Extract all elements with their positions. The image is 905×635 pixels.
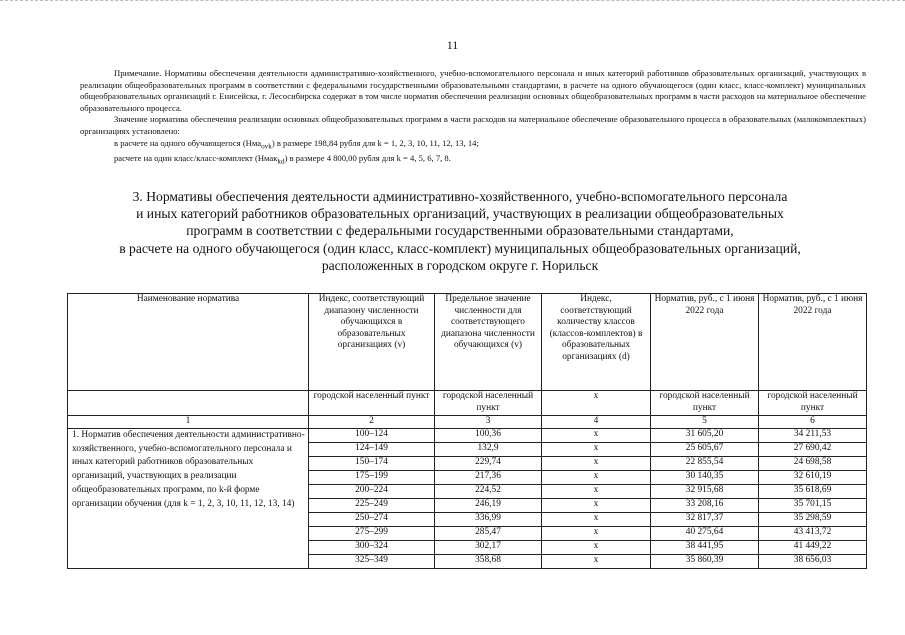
note-line-2-sub: kd bbox=[277, 157, 285, 166]
heading-line-1: 3. Нормативы обеспечения деятельности административно-хозяйственного, учебно-вспомогательного персонала bbox=[132, 189, 788, 204]
subheader-cell: городской населенный пункт bbox=[309, 391, 435, 416]
norm-value-cell: 31 605,20 bbox=[651, 428, 759, 442]
header-cell: Норматив, руб., с 1 июня 2022 года bbox=[759, 294, 867, 391]
norm-value-cell: 41 449,22 bbox=[759, 540, 867, 554]
range-cell: 275–299 bbox=[309, 526, 435, 540]
table-header-row bbox=[68, 294, 867, 391]
norm-value-cell: 34 211,53 bbox=[759, 428, 867, 442]
column-number: 1 bbox=[68, 416, 309, 429]
range-cell: 250–274 bbox=[309, 512, 435, 526]
limit-cell: 358,68 bbox=[435, 554, 542, 568]
header-cell: Индекс, соответствующий количеству классов (классов-комплектов) в образовательных организациях (d) bbox=[542, 294, 651, 391]
note-line-1 bbox=[80, 138, 866, 153]
column-number: 2 bbox=[309, 416, 435, 429]
norm-value-cell: 43 413,72 bbox=[759, 526, 867, 540]
class-index-cell: x bbox=[542, 428, 651, 442]
limit-cell: 217,36 bbox=[435, 470, 542, 484]
subheader-cell: городской населенный пункт bbox=[759, 391, 867, 416]
norm-value-cell: 38 441,95 bbox=[651, 540, 759, 554]
subheader-empty-cell bbox=[68, 391, 309, 416]
class-index-cell: x bbox=[542, 540, 651, 554]
column-number: 4 bbox=[542, 416, 651, 429]
note-line-2 bbox=[80, 153, 866, 168]
limit-cell: 100,36 bbox=[435, 428, 542, 442]
range-cell: 200–224 bbox=[309, 484, 435, 498]
limit-cell: 302,17 bbox=[435, 540, 542, 554]
header-cell: Наименование норматива bbox=[68, 294, 309, 391]
class-index-cell: x bbox=[542, 526, 651, 540]
norm-value-cell: 38 656,03 bbox=[759, 554, 867, 568]
norm-value-cell: 35 860,39 bbox=[651, 554, 759, 568]
section-heading bbox=[60, 188, 860, 274]
column-number: 5 bbox=[651, 416, 759, 429]
norm-value-cell: 35 701,15 bbox=[759, 498, 867, 512]
range-cell: 225–249 bbox=[309, 498, 435, 512]
column-number: 3 bbox=[435, 416, 542, 429]
norm-value-cell: 32 610,19 bbox=[759, 470, 867, 484]
class-index-cell: x bbox=[542, 484, 651, 498]
limit-cell: 229,74 bbox=[435, 456, 542, 470]
norm-value-cell: 35 298,59 bbox=[759, 512, 867, 526]
range-cell: 150–174 bbox=[309, 456, 435, 470]
limit-cell: 224,52 bbox=[435, 484, 542, 498]
limit-cell: 336,99 bbox=[435, 512, 542, 526]
note-line-2-suffix: ) в размере 4 800,00 рубля для k = 4, 5, 6, 7, 8. bbox=[284, 152, 451, 163]
class-index-cell: x bbox=[542, 456, 651, 470]
page-number: 11 bbox=[446, 38, 459, 52]
limit-cell: 246,19 bbox=[435, 498, 542, 512]
header-cell: Предельное значение численности для соответствующего диапазона численности обучающихся (v) bbox=[435, 294, 542, 391]
range-cell: 175–199 bbox=[309, 470, 435, 484]
class-index-cell: x bbox=[542, 498, 651, 512]
subheader-cell: городской населенный пункт bbox=[435, 391, 542, 416]
subheader-cell: городской населенный пункт bbox=[651, 391, 759, 416]
range-cell: 300–324 bbox=[309, 540, 435, 554]
class-index-cell: x bbox=[542, 470, 651, 484]
note-paragraph-1: Примечание. Нормативы обеспечения деятельности административно-хозяйственного, учебно-вспомогательного персонала и иных категорий работников образовательных организаций, участвующих в реализации общеобразовательных программ в соответствии с федеральными государственными образовательными стандартами, в расчете на одного обучающегося (один класс, класс-комплект) муниципальных общеобразовательных организаций г. Енисейска, г. Лесосибирска содержат в том числе норматив обеспечения реализации основных общеобразовательных программ в части расходов на материальное обеспечение образовательного процесса. bbox=[80, 68, 866, 113]
norm-value-cell: 22 855,54 bbox=[651, 456, 759, 470]
heading-line-3: программ в соответствии с федеральными государственными образовательными стандартами, bbox=[186, 223, 734, 239]
note-line-1-prefix: в расчете на одного обучающегося (Нма bbox=[114, 137, 262, 148]
heading-line-2: и иных категорий работников образовательных организаций, участвующих в реализации общеобразовательных bbox=[136, 206, 784, 222]
class-index-cell: x bbox=[542, 512, 651, 526]
column-number-row bbox=[68, 416, 867, 429]
note-line-1-suffix: ) в размере 198,84 рубля для k = 1, 2, 3, 10, 11, 12, 13, 14; bbox=[271, 137, 479, 148]
norms-table bbox=[67, 293, 867, 569]
range-cell: 100–124 bbox=[309, 428, 435, 442]
norm-value-cell: 32 817,37 bbox=[651, 512, 759, 526]
range-cell: 325–349 bbox=[309, 554, 435, 568]
class-index-cell: x bbox=[542, 554, 651, 568]
header-cell: Индекс, соответствующий диапазону численности обучающихся в образовательных организациях (v) bbox=[309, 294, 435, 391]
norm-value-cell: 27 690,42 bbox=[759, 442, 867, 456]
table-row bbox=[68, 428, 867, 442]
class-index-cell: x bbox=[542, 442, 651, 456]
norm-value-cell: 32 915,68 bbox=[651, 484, 759, 498]
norm-value-cell: 24 698,58 bbox=[759, 456, 867, 470]
note-line-2-prefix: расчете на один класс/класс-комплект (Нмак bbox=[114, 152, 278, 163]
norm-value-cell: 33 208,16 bbox=[651, 498, 759, 512]
heading-line-5: расположенных в городском округе г. Норильск bbox=[321, 257, 599, 273]
subheader-cell: x bbox=[542, 391, 651, 416]
scan-edge bbox=[0, 0, 905, 3]
table-subheader-row bbox=[68, 391, 867, 416]
column-number: 6 bbox=[759, 416, 867, 429]
note-block bbox=[80, 68, 866, 168]
header-cell: Норматив, руб., с 1 июня 2022 года bbox=[651, 294, 759, 391]
norm-value-cell: 35 618,69 bbox=[759, 484, 867, 498]
heading-line-4: в расчете на одного обучающегося (один класс, класс-комплект) муниципальных общеобразовательных организаций, bbox=[119, 240, 801, 256]
note-line-1-sub: ovk bbox=[261, 142, 272, 151]
limit-cell: 285,47 bbox=[435, 526, 542, 540]
norm-value-cell: 30 140,35 bbox=[651, 470, 759, 484]
range-cell: 124–149 bbox=[309, 442, 435, 456]
limit-cell: 132,9 bbox=[435, 442, 542, 456]
norm-name-cell: 1. Норматив обеспечения деятельности административно-хозяйственного, учебно-вспомогательного персонала и иных категорий работников образовательных организаций, участвующих в реализации общеобразовательных программ, по k-й форме организации обучения (для k = 1, 2, 3, 10, 11, 12, 13, 14) bbox=[68, 428, 309, 568]
note-paragraph-2: Значение норматива обеспечения реализации основных общеобразовательных программ в части расходов на материальное обеспечение образовательного процесса в образовательных (малокомплектных) организациях установлено: bbox=[80, 114, 866, 136]
norm-value-cell: 25 605,67 bbox=[651, 442, 759, 456]
norm-value-cell: 40 275,64 bbox=[651, 526, 759, 540]
